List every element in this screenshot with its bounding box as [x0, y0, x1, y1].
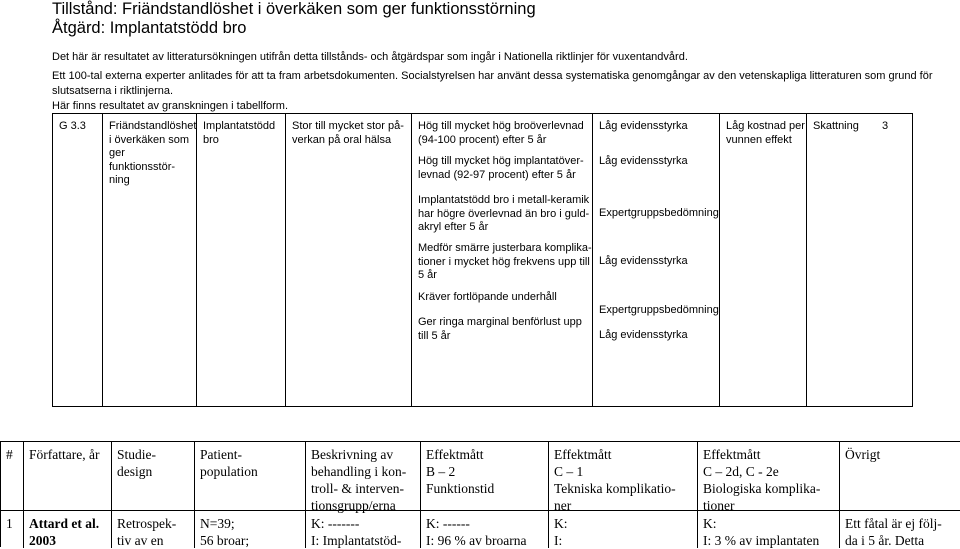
effect-line: tioner i mycket hög frekvens upp till — [418, 255, 590, 268]
intro-text — [52, 50, 957, 114]
header-treatment: troll- & interven- — [311, 481, 404, 496]
summary-rank-cell — [806, 114, 914, 406]
header-effect-b2: B – 2 — [426, 464, 456, 479]
condition-line: Friändstandlöshet — [109, 120, 197, 132]
effect-line: Ger ringa marginal benförlust upp — [418, 316, 582, 328]
header-population: Patient- — [200, 447, 242, 462]
study-col-author — [24, 442, 112, 548]
effect-item — [418, 120, 588, 147]
header-effect-b2: Funktionstid — [426, 481, 495, 496]
rank-value: 3 — [882, 120, 889, 132]
header-effect-c1: C – 1 — [554, 464, 584, 479]
header-design: design — [117, 464, 153, 479]
study-col-design — [112, 442, 195, 548]
summary-id-cell — [53, 114, 102, 406]
summary-table — [52, 113, 913, 407]
effect-c2-value: I: 3 % av implantaten — [703, 533, 820, 548]
population-value: N=39; — [200, 516, 235, 531]
effect-b2-value: K: ------ — [426, 516, 470, 531]
evidence-label: Expertgruppsbedömning — [599, 207, 719, 219]
effect-line: Kräver fortlöpande underhåll — [418, 291, 557, 303]
effect-c2-value: K: — [703, 516, 717, 531]
header-effect-c1: Effektmått — [554, 447, 612, 462]
header-author: Författare, år — [29, 447, 100, 462]
summary-effects-cell — [411, 114, 592, 406]
summary-id: G 3.3 — [59, 120, 86, 132]
effect-b2-value: I: 96 % av broarna — [426, 533, 527, 548]
effect-line: 5 år — [418, 269, 437, 281]
author-year: 2003 — [29, 533, 56, 548]
effect-line: (94-100 procent) efter 5 år — [418, 133, 547, 146]
header-treatment: Beskrivning av — [311, 447, 394, 462]
summary-condition-cell — [102, 114, 196, 406]
summary-severity-cell — [285, 114, 411, 406]
effect-line: Hög till mycket hög broöverlevnad — [418, 120, 584, 132]
header-effect-c2: tioner — [703, 498, 735, 513]
row-number: 1 — [6, 516, 13, 531]
evidence-label: Låg evidensstyrka — [599, 155, 688, 167]
effect-line: levnad (92-97 procent) efter 5 år — [418, 168, 576, 181]
study-col-other — [840, 442, 960, 548]
evidence-label: Expertgruppsbedömning — [599, 304, 719, 316]
condition-line: ning — [109, 174, 130, 186]
other-value: da i 5 år. Detta — [845, 533, 925, 548]
evidence-label: Låg evidensstyrka — [599, 255, 688, 267]
effect-c1-value: K: — [554, 516, 568, 531]
header-treatment: tionsgrupp/erna — [311, 498, 396, 513]
study-col-effect-c2 — [698, 442, 840, 548]
study-col-treatment — [306, 442, 421, 548]
effect-item — [418, 194, 588, 235]
summary-evidence-cell — [592, 114, 719, 406]
study-col-effect-c1 — [549, 442, 698, 548]
other-value: Ett fåtal är ej följ- — [845, 516, 942, 531]
rank-label: Skattning — [813, 120, 859, 132]
header-effect-c1: Tekniska komplikatio- — [554, 481, 676, 496]
measure-line: Implantatstödd — [203, 120, 276, 132]
effect-line: Hög till mycket hög implantatöver- — [418, 155, 584, 167]
effect-item — [418, 291, 588, 305]
header-effect-c2: Effektmått — [703, 447, 761, 462]
study-col-population — [195, 442, 306, 548]
header-effect-c2: Biologiska komplika- — [703, 481, 821, 496]
cost-line: vunnen effekt — [726, 133, 792, 146]
measure-line: bro — [203, 133, 219, 146]
severity-line: verkan på oral hälsa — [292, 133, 392, 146]
intro-line-1: Det här är resultatet av litteratursökningen utifrån detta tillstånds- och åtgärdspar som ingår i Nationella riktlinjer för vuxentandvård. — [52, 51, 688, 63]
header-effect-c1: ner — [554, 498, 572, 513]
intro-line-2: Ett 100-tal externa experter anlitades för att ta fram arbetsdokumenten. Socialstyrelsen har använt dessa systematiska genomgångar av den vetenskapliga litteraturen som grund för slutsatserna i riktlinjerna. — [52, 70, 933, 97]
header-treatment: behandling i kon- — [311, 464, 407, 479]
evidence-label: Låg evidensstyrka — [599, 120, 688, 132]
severity-line: Stor till mycket stor på- — [292, 120, 404, 132]
effect-item — [418, 316, 588, 343]
study-col-effect-b2 — [421, 442, 549, 548]
effect-line: till 5 år — [418, 329, 451, 342]
treatment-value: I: Implantatstöd- — [311, 533, 402, 548]
header-design: Studie- — [117, 447, 156, 462]
cost-line: Låg kostnad per — [726, 120, 805, 132]
evidence-label: Låg evidensstyrka — [599, 329, 688, 341]
study-col-number — [1, 442, 24, 548]
page-title-measure: Åtgärd: Implantatstödd bro — [52, 19, 247, 37]
intro-line-3: Här finns resultatet av granskningen i tabellform. — [52, 100, 289, 112]
header-number: # — [6, 447, 13, 462]
treatment-value: K: ------- — [311, 516, 360, 531]
design-value: tiv av en — [117, 533, 164, 548]
effect-line: Medför smärre justerbara komplika- — [418, 242, 592, 254]
effect-line: akryl efter 5 år — [418, 221, 489, 233]
effect-item — [418, 242, 592, 283]
header-other: Övrigt — [845, 447, 881, 462]
condition-line: ger funktionsstör- — [109, 147, 176, 173]
header-population: population — [200, 464, 258, 479]
study-table — [0, 441, 960, 547]
design-value: Retrospek- — [117, 516, 177, 531]
page-title-condition: Tillstånd: Friändstandlöshet i överkäken som ger funktionsstörning — [52, 0, 536, 18]
summary-measure-cell — [196, 114, 285, 406]
header-effect-c2: C – 2d, C - 2e — [703, 464, 779, 479]
header-effect-b2: Effektmått — [426, 447, 484, 462]
effect-item — [418, 155, 588, 182]
condition-line: i överkäken som — [109, 133, 190, 146]
effect-line: har högre överlevnad än bro i guld- — [418, 207, 590, 220]
effect-line: Implantatstödd bro i metall-keramik — [418, 194, 590, 206]
author-name: Attard et al. — [29, 516, 100, 531]
summary-cost-cell — [719, 114, 806, 406]
population-value: 56 broar; — [200, 533, 250, 548]
effect-c1-value: I: — [554, 533, 563, 548]
